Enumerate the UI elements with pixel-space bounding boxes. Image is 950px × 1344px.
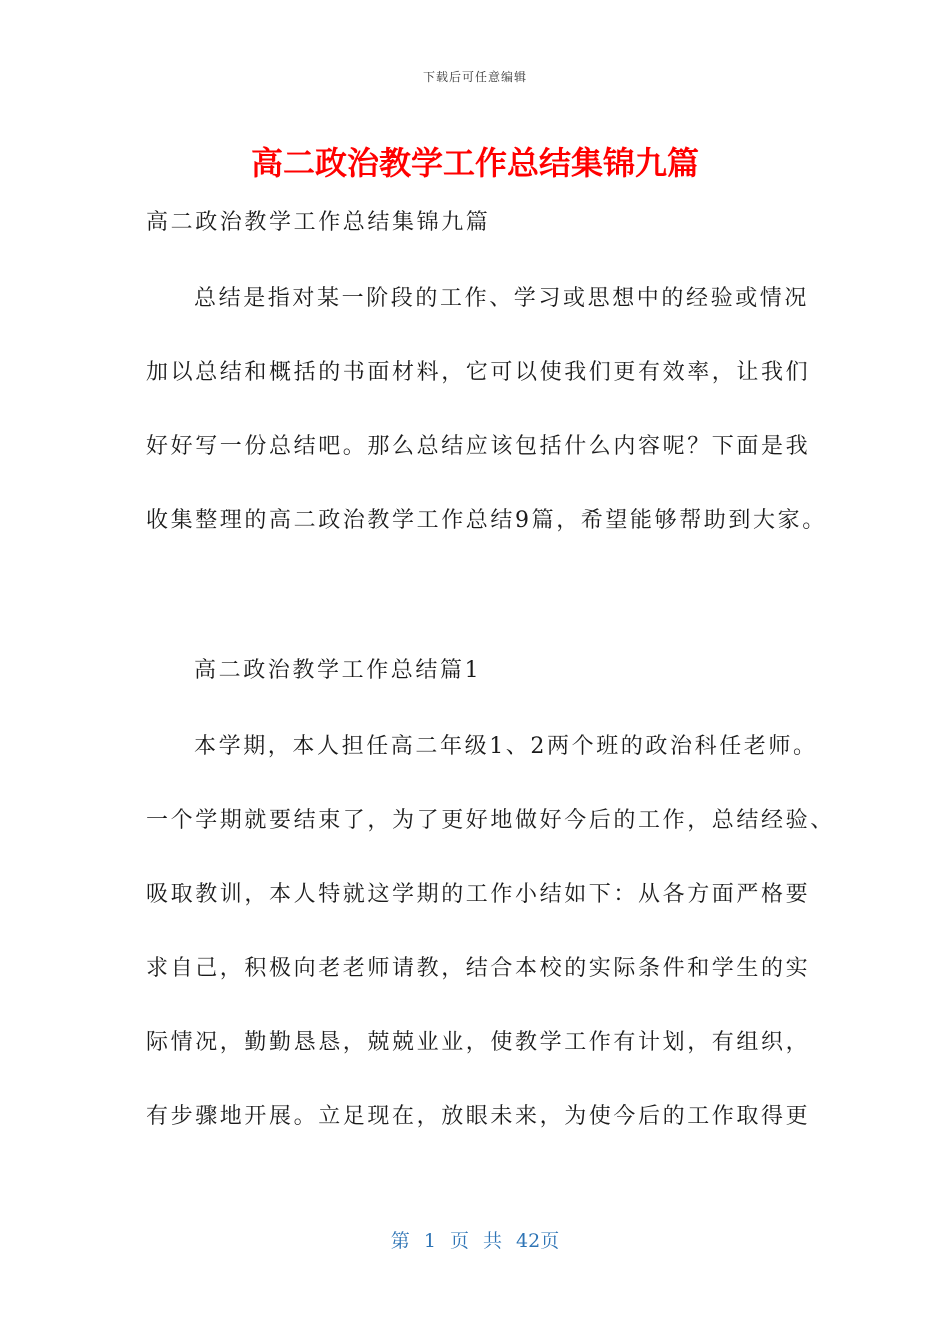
- section-heading: 高二政治教学工作总结篇1: [194, 658, 482, 683]
- section-line: 际情况，勤勤恳恳，兢兢业业，使教学工作有计划，有组织，: [146, 1030, 811, 1055]
- intro-line: 总结是指对某一阶段的工作、学习或思想中的经验或情况: [194, 286, 810, 311]
- document-title: 高二政治教学工作总结集锦九篇: [250, 144, 699, 182]
- document-subtitle: 高二政治教学工作总结集锦九篇: [146, 210, 491, 235]
- section-line: 本学期，本人担任高二年级1、2两个班的政治科任老师。: [194, 734, 818, 759]
- section-line: 有步骤地开展。立足现在，放眼未来，为使今后的工作取得更: [146, 1104, 811, 1129]
- page-number-footer: 第 1 页 共 42页: [390, 1230, 560, 1252]
- section-line: 一个学期就要结束了，为了更好地做好今后的工作，总结经验、: [146, 808, 835, 833]
- section-line: 求自己，积极向老老师请教，结合本校的实际条件和学生的实: [146, 956, 811, 981]
- section-line: 吸取教训，本人特就这学期的工作小结如下：从各方面严格要: [146, 882, 811, 907]
- intro-line: 收集整理的高二政治教学工作总结9篇，希望能够帮助到大家。: [146, 508, 827, 533]
- intro-line: 好好写一份总结吧。那么总结应该包括什么内容呢？下面是我: [146, 434, 811, 459]
- header-note: 下载后可任意编辑: [422, 70, 527, 84]
- intro-line: 加以总结和概括的书面材料，它可以使我们更有效率，让我们: [146, 360, 811, 385]
